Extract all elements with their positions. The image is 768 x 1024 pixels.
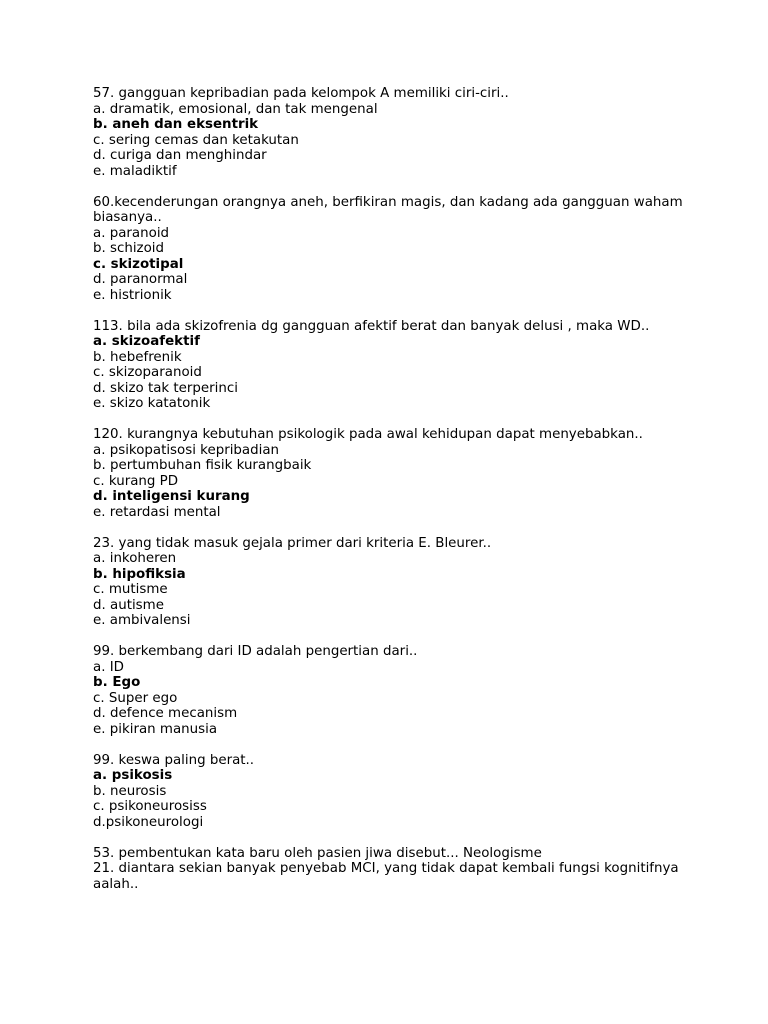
answer-option: a. dramatik, emosional, dan tak mengenal <box>93 101 378 117</box>
answer-option-correct: d. inteligensi kurang <box>93 489 250 504</box>
question-stem: 113. bila ada skizofrenia dg gangguan afektif berat dan banyak delusi , maka WD.. <box>93 318 650 334</box>
question-120 <box>93 427 693 520</box>
question-113 <box>93 319 693 412</box>
question-99-ego <box>93 644 693 737</box>
question-60 <box>93 195 693 304</box>
answer-option: d. curiga dan menghindar <box>93 148 267 163</box>
answer-option: d. skizo tak terperinci <box>93 380 238 396</box>
document-page <box>93 86 693 892</box>
answer-option: c. Super ego <box>93 690 178 706</box>
answer-option: e. pikiran manusia <box>93 721 218 737</box>
answer-option: e. retardasi mental <box>93 504 221 520</box>
answer-option: d. paranormal <box>93 272 188 287</box>
answer-option: e. maladiktif <box>93 163 177 179</box>
question-stem: 60.kecenderungan orangnya aneh, berfikiran magis, dan kadang ada gangguan waham biasanya.. <box>93 194 683 225</box>
answer-option: b. schizoid <box>93 241 165 256</box>
question-stem: 23. yang tidak masuk gejala primer dari kriteria E. Bleurer.. <box>93 535 492 551</box>
answer-option-correct: b. Ego <box>93 675 141 690</box>
question-stem: 99. berkembang dari ID adalah pengertian dari.. <box>93 644 418 659</box>
question-stem: 120. kurangnya kebutuhan psikologik pada awal kehidupan dapat menyebabkan.. <box>93 427 643 442</box>
answer-option: e. ambivalensi <box>93 613 191 628</box>
answer-option: c. sering cemas dan ketakutan <box>93 132 299 148</box>
answer-option: b. hebefrenik <box>93 349 182 365</box>
question-21 <box>93 861 693 892</box>
answer-option: c. kurang PD <box>93 473 179 489</box>
answer-option: c. psikoneurosiss <box>93 799 207 814</box>
answer-option-correct: a. skizoafektif <box>93 334 200 349</box>
answer-option: c. mutisme <box>93 582 168 597</box>
answer-option-correct: b. aneh dan eksentrik <box>93 117 259 132</box>
answer-option: d. defence mecanism <box>93 706 238 721</box>
answer-option: d.psikoneurologi <box>93 814 204 830</box>
question-57 <box>93 86 693 179</box>
question-stem: 53. pembentukan kata baru oleh pasien jiwa disebut... Neologisme <box>93 845 542 861</box>
answer-option: d. autisme <box>93 597 164 613</box>
answer-option: a. ID <box>93 659 124 675</box>
answer-option-correct: c. skizotipal <box>93 256 184 272</box>
answer-option: b. neurosis <box>93 783 167 799</box>
question-53 <box>93 846 693 862</box>
question-23 <box>93 536 693 629</box>
question-stem: 21. diantara sekian banyak penyebab MCI, yang tidak dapat kembali fungsi kognitifnya aalah.. <box>93 861 679 892</box>
question-99-keswa <box>93 753 693 831</box>
answer-option-correct: a. psikosis <box>93 768 173 783</box>
answer-option: b. pertumbuhan fisik kurangbaik <box>93 458 312 473</box>
answer-option: a. psikopatisosi kepribadian <box>93 442 280 458</box>
answer-option: a. paranoid <box>93 225 170 241</box>
answer-option: e. skizo katatonik <box>93 396 211 411</box>
question-stem: 99. keswa paling berat.. <box>93 752 255 768</box>
answer-option: c. skizoparanoid <box>93 365 202 380</box>
answer-option: a. inkoheren <box>93 551 177 566</box>
answer-option-correct: b. hipofiksia <box>93 566 186 582</box>
question-stem: 57. gangguan kepribadian pada kelompok A memiliki ciri-ciri.. <box>93 86 509 101</box>
answer-option: e. histrionik <box>93 287 172 303</box>
